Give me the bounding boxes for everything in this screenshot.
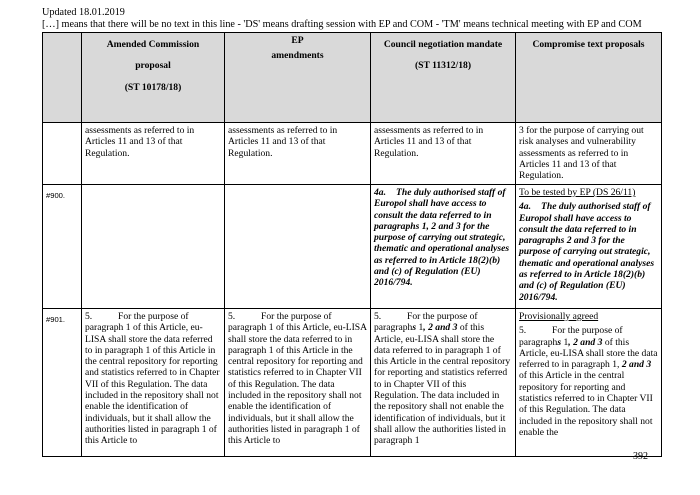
compromise-inserted-text: , 2 and 3 (568, 336, 603, 348)
paragraph-number: 5. (519, 325, 527, 337)
compromise-inserted-text: 2 and 3 (621, 359, 652, 371)
compromise-inserted-text: s (557, 336, 562, 348)
council-inserted-text: s (412, 322, 417, 334)
ep-header-line2: amendments (271, 50, 324, 62)
council-cell (371, 185, 516, 309)
updated-date: Updated 18.01.2019 (42, 7, 125, 18)
council-column-header (371, 33, 516, 123)
legend-note: […] means that there will be no text in this line - 'DS' means drafting session with EP and COM - 'TM' means technical meeting with EP and COM (42, 19, 642, 30)
council-text-part: of this Article, eu-LISA shall store the data referred to in paragraph 1 of this Article in the central repository for reporting and statistics referred to in Chapter VII of this Regulation. The data included in the repository shall not enable the identification of individuals, but it shall allow the authorities listed in paragraph 1 (374, 322, 511, 447)
commission-cell: assessments as referred to in Articles 11 and 13 of that Regulation. (82, 123, 225, 185)
compromise-cell (516, 185, 662, 309)
ep-cell (225, 185, 371, 309)
ep-header-line1: EP (291, 35, 304, 46)
ep-cell: assessments as referred to in Articles 11 and 13 of that Regulation. (225, 123, 371, 185)
council-paragraph-text: The duly authorised staff of Europol shall have access to consult the data referred to in paragraphs 1, 2 and 3 for the purpose of carrying out strategic, thematic and operational analyses as referred to in Article 18(2)(b) and (c) of Regulation (EU) 2016/794. (374, 187, 510, 289)
paragraph-number: 5. (374, 311, 382, 322)
paragraph-number: 5. (228, 311, 236, 322)
document-header (42, 7, 642, 31)
row-id: #900. (43, 185, 82, 309)
commission-paragraph-text: For the purpose of paragraph 1 of this Article, eu-LISA shall store the data referred to in paragraph 1 of this Article in the central repository for reporting and statistics referred to in Chapter VII of this Regulation. The data included in the repository shall not enable the identification of individuals, but it shall allow the authorities listed in paragraph 1 of this Article to (85, 311, 220, 447)
council-inserted-text: , 2 and 3 (423, 322, 458, 334)
commission-cell (82, 309, 225, 457)
table-row (43, 309, 662, 457)
row-id: #901. (43, 309, 82, 457)
council-cell (371, 309, 516, 457)
commission-cell (82, 185, 225, 309)
paragraph-number: 4a. (374, 187, 386, 198)
commission-header-line1: Amended Commission (106, 39, 200, 50)
council-text-part: For the purpose of paragraph (374, 311, 478, 334)
four-column-table (42, 32, 662, 457)
compromise-paragraph-text: The duly authorised staff of Europol shall have access to consult the data referred to in paragraphs 2 and 3 for the purpose of carrying out strategic, thematic and operational analyses as referred to in Article 18(2)(b) and (c) of Regulation (EU) 2016/794. (519, 201, 655, 303)
status-note: To be tested by EP (DS 26/11) (519, 187, 636, 198)
council-header-line2: (ST 11312/18) (414, 60, 472, 72)
table-header-row (43, 33, 662, 123)
compromise-text-part: For the purpose of paragraph (519, 325, 623, 348)
table-row (43, 123, 662, 185)
compromise-column-header (516, 33, 662, 123)
id-column-header (43, 33, 82, 123)
page-number: 392 (633, 451, 648, 462)
compromise-cell (516, 309, 662, 457)
compromise-cell: 3 for the purpose of carrying out risk analyses and vulnerability assessments as referred to in Articles 11 and 13 of that Regulation. (516, 123, 662, 185)
compromise-header-line1: Compromise text proposals (532, 39, 645, 50)
commission-header-line3: (ST 10178/18) (124, 81, 182, 93)
paragraph-number: 4a. (519, 201, 531, 213)
ep-paragraph-text: For the purpose of paragraph 1 of this Article, eu-LISA shall store the data referred to in paragraph 1 of this Article in the central repository for reporting and statistics referred to in Chapter VII of this Regulation. The data included in the repository shall not enable the identification of individuals, but it shall allow the authorities listed in paragraph 1 of this Article to (228, 311, 367, 447)
compromise-text-part: 1 (561, 336, 569, 348)
status-note: Provisionally agreed (519, 311, 599, 322)
ep-cell (225, 309, 371, 457)
council-header-line1: Council negotiation mandate (383, 39, 503, 50)
paragraph-number: 5. (85, 311, 93, 322)
compromise-text-part: of this Article in the central repository for reporting and statistics referred to in Chapter VII of this Regulation. The data included in the repository shall not enable the (519, 370, 653, 438)
row-id (43, 123, 82, 185)
table-row (43, 185, 662, 309)
compromise-text-part: of this Article, eu-LISA shall store the data referred to in paragraph 1, (519, 336, 658, 371)
commission-column-header (82, 33, 225, 123)
council-cell: assessments as referred to in Articles 11 and 13 of that Regulation. (371, 123, 516, 185)
council-text-part: 1 (416, 322, 424, 334)
ep-column-header (225, 33, 371, 123)
commission-header-line2: proposal (135, 60, 171, 72)
